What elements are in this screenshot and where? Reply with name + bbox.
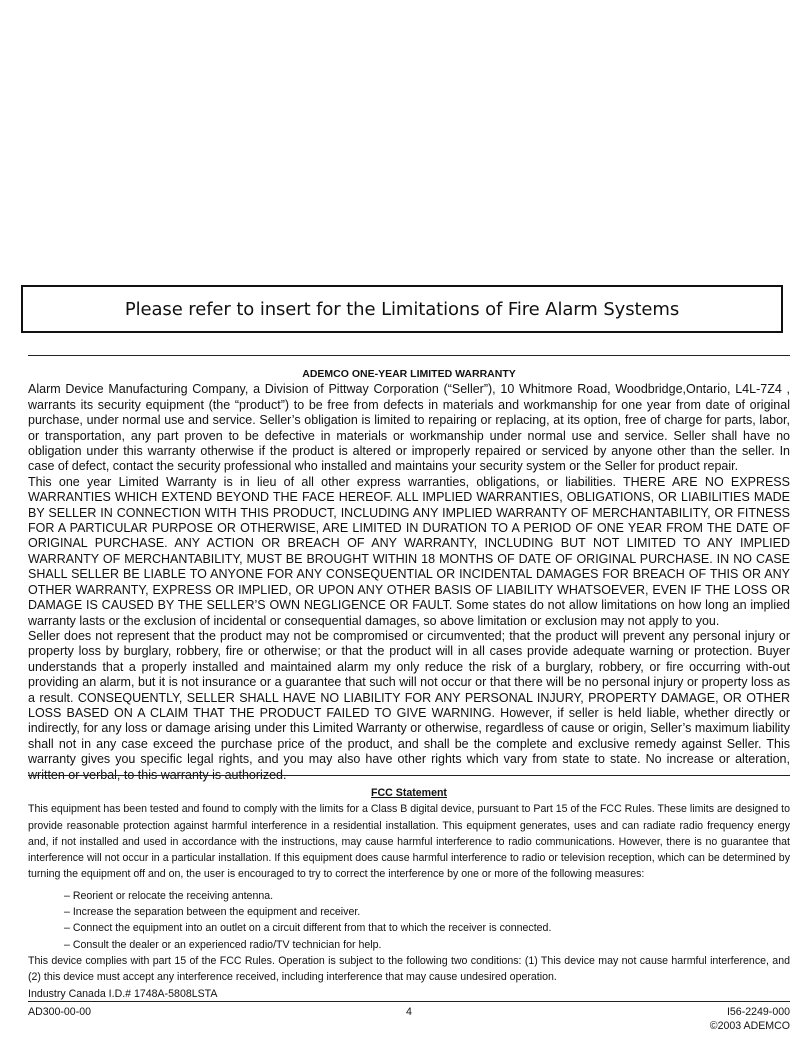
fcc-closing: This device complies with part 15 of the FCC Rules. Operation is subject to the following two conditions: (1) This device may not cause harmful interference, and (2) this device must accept any interference received, including interference that may cause undesired operation. [28,954,790,984]
warranty-paragraph: Alarm Device Manufacturing Company, a Division of Pittway Corporation (“Seller”), 10 Whitmore Road, Woodbridge,Ontario, L4L-7Z4 , warrants its security equipment (the “product”) to be free from defects in materials and workmanship for one year from date of original purchase, under normal use and service. Seller’s obligation is limited to repairing or replacing, at its option, free of charge for parts, labor, or transportation, any part proven to be defective in materials or workmanship under normal use and service. Seller shall have no obligation under this warranty otherwise if the product is altered or improperly repaired or serviced by anyone other than the seller. In case of defect, contact the security professional who installed and maintains your security system or the Seller for product repair. [28,382,790,474]
fcc-statement-section [28,785,790,1002]
list-item: – Increase the separation between the equipment and receiver. [64,906,361,919]
fcc-measures-list [28,888,790,953]
footer-right [710,1005,790,1033]
list-item: – Reorient or relocate the receiving antenna. [64,889,274,902]
warranty-title: ADEMCO ONE-YEAR LIMITED WARRANTY [302,368,516,380]
divider [28,355,790,356]
warranty-paragraph: Seller does not represent that the product may not be compromised or circumvented; that the product will prevent any personal injury or property loss by burglary, robbery, fire or otherwise; or that the product will in all cases provide adequate warning or protection. Buyer understands that a properly installed and maintained alarm my only reduce the risk of a burglary, robbery, or fire occurring with-out providing an alarm, but it is not insurance or a guarantee that such will not occur or that there will be no personal injury or property loss as a result. CONSEQUENTLY, SELLER SHALL HAVE NO LIABILITY FOR ANY PERSONAL INJURY, PROPERTY DAMAGE, OR OTHER LOSS BASED ON A CLAIM THAT THE PRODUCT FAILED TO GIVE WARNING. However, if seller is held liable, whether directly or indirectly, for any loss or damage arising under this Limited Warranty or otherwise, regardless of cause or origin, Seller’s maximum liability shall not in any case exceed the purchase price of the product, and shall be the complete and exclusive remedy against Seller. This warranty gives you specific legal rights, and you may also have other rights which vary from state to state. No increase or alteration, written or verbal, to this warranty is authorized. [28,628,790,782]
list-item: – Connect the equipment into an outlet on a circuit different from that to which the receiver is connected. [64,922,552,935]
notice-text: Please refer to insert for the Limitations of Fire Alarm Systems [124,298,680,320]
doc-number: AD300-00-00 [28,1006,92,1018]
divider [28,775,790,776]
fcc-title: FCC Statement [371,787,447,799]
divider [28,1001,790,1002]
copyright: ©2003 ADEMCO [709,1020,790,1032]
industry-canada-id: Industry Canada I.D.# 1748A-5808LSTA [28,987,218,1000]
warranty-section [28,367,790,783]
part-number: I56-2249-000 [726,1006,790,1018]
list-item: – Consult the dealer or an experienced radio/TV technician for help. [64,938,382,951]
fcc-intro: This equipment has been tested and found to comply with the limits for a Class B digital device, pursuant to Part 15 of the FCC Rules. These limits are designed to provide reasonable protection against harmful interference in a residential installation. This equipment generates, uses and can radiate radio frequency energy and, if not installed and used in accordance with the instructions, may cause harmful interference to radio communications. However, there is no guarantee that interference will not occur in a particular installation. If this equipment does cause harmful interference to radio or television reception, which can be determined by turning the equipment off and on, the user is encouraged to try to correct the interference by one or more of the following measures: [28,803,790,881]
page-number: 4 [406,1006,412,1018]
fire-alarm-limitations-notice [21,285,783,333]
warranty-paragraph: This one year Limited Warranty is in lieu of all other express warranties, obligations, or liabilities. THERE ARE NO EXPRESS WARRANTIES WHICH EXTEND BEYOND THE FACE HEREOF. ALL IMPLIED WARRANTIES, OBLIGATIONS, OR LIABILITIES MADE BY SELLER IN CONNECTION WITH THIS PRODUCT, INCLUDING ANY IMPLIED WARRANTY OF MERCHANTABILITY, OR FITNESS FOR A PARTICULAR PURPOSE OR OTHERWISE, ARE LIMITED IN DURATION TO A PERIOD OF ONE YEAR FROM THE DATE OF ORIGINAL PURCHASE. ANY ACTION OR BREACH OF ANY WARRANTY, INCLUDING BUT NOT LIMITED TO ANY IMPLIED WARRANTY OF MERCHANTABILITY, MUST BE BROUGHT WITHIN 18 MONTHS OF DATE OF ORIGINAL PURCHASE. IN NO CASE SHALL SELLER BE LIABLE TO ANYONE FOR ANY CONSEQUENTIAL OR INCIDENTAL DAMAGES FOR BREACH OF THIS OR ANY OTHER WARRANTY, EXPRESS OR IMPLIED, OR UPON ANY OTHER BASIS OF LIABILITY WHATSOEVER, EVEN IF THE LOSS OR DAMAGE IS CAUSED BY THE SELLER’S OWN NEGLIGENCE OR FAULT. Some states do not allow limitations on how long an implied warranty lasts or the exclusion of incidental or consequential damages, so above limitation or exclusion may not apply to you. [28,474,790,628]
